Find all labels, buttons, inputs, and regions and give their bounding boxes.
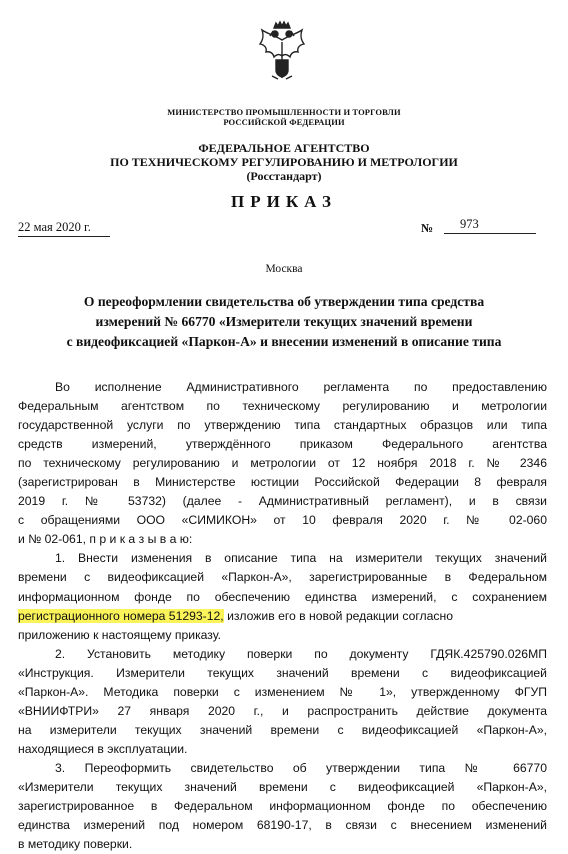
body-line: зарегистрированное в Федеральном информационном фонде по обеспечению	[18, 799, 547, 814]
body-line: 2019 г. № 53732) (далее - Административный регламент), и в связи	[18, 494, 547, 509]
title-line: измерений № 66770 «Измерители текущих значений времени	[95, 314, 473, 329]
body-line: «ВНИИФТРИ» 27 января 2020 г., и распространить действие документа	[18, 703, 547, 718]
order-date: 22 мая 2020 г.	[18, 220, 110, 237]
body-line: приложению к настоящему приказу.	[18, 627, 222, 642]
number-sign: №	[421, 221, 434, 235]
body-line: (зарегистрирован в Министерстве юстиции Российской Федерации 8 февраля	[18, 475, 547, 490]
ministry-line: РОССИЙСКОЙ ФЕДЕРАЦИИ	[223, 117, 345, 127]
body-line: 3. Переоформить свидетельство об утверждении типа № 66770	[55, 760, 547, 775]
body-line: по техническому регулированию и метрологии от 12 ноября 2018 г. № 2346	[18, 456, 547, 471]
body-line: «Измерители текущих значений времени с видеофиксацией «Паркон-А»,	[18, 779, 547, 794]
body-line: времени с видеофиксацией «Паркон-А», зарегистрированные в Федеральном	[18, 570, 547, 585]
ministry-line: МИНИСТЕРСТВО ПРОМЫШЛЕННОСТИ И ТОРГОВЛИ	[167, 107, 401, 117]
body-line: средств измерений, утверждённого приказом Федерального агентства	[18, 437, 547, 452]
body-line	[0, 607, 547, 626]
ministry-name	[0, 107, 568, 127]
order-body	[0, 378, 568, 854]
coat-of-arms-icon	[250, 20, 314, 82]
agency-line: ФЕДЕРАЛЬНОЕ АГЕНТСТВО	[198, 141, 370, 155]
body-line: с обращениями ООО «СИМИКОН» от 10 февраля 2020 г. № 02-060	[18, 513, 547, 528]
title-line: О переоформлении свидетельства об утверждении типа средства	[83, 294, 485, 309]
body-line: «Паркон-А». Методика поверки с изменением № 1», утвержденному ФГУП	[18, 684, 547, 699]
body-line: 2. Установить методику поверки по документу ГДЯК.425790.026МП	[55, 646, 547, 661]
highlighted-registration-number: регистрационного номера 51293-12,	[18, 608, 224, 623]
agency-name	[0, 141, 568, 183]
title-line: с видеофиксацией «Паркон-А» и внесении изменений в описание типа	[66, 334, 502, 349]
order-number: 973	[444, 217, 536, 234]
agency-short-name: (Росстандарт)	[246, 169, 322, 183]
body-line: Во исполнение Административного регламента по предоставлению	[55, 380, 547, 394]
document-type-heading: ПРИКАЗ	[231, 192, 337, 211]
body-line: находящиеся в эксплуатации.	[18, 741, 188, 756]
body-line: 1. Внести изменения в описание типа на измерители текущих значений	[55, 551, 547, 566]
agency-line: ПО ТЕХНИЧЕСКОМУ РЕГУЛИРОВАНИЮ И МЕТРОЛОГИИ	[110, 155, 458, 169]
body-line: в методику поверки.	[18, 837, 133, 852]
body-line: информационном фонде по обеспечению единства измерений, с сохранением	[18, 589, 547, 604]
body-line: государственной услуги по утверждению типа стандартных образцов или типа	[18, 418, 547, 433]
body-line-tail: изложив его в новой редакции согласно	[227, 608, 454, 623]
order-title	[20, 292, 548, 352]
body-line: «Инструкция. Измерители текущих значений времени с видеофиксацией	[18, 665, 547, 680]
city: Москва	[265, 263, 303, 275]
body-line: Федеральным агентством по техническому регулированию и метрологии	[18, 399, 547, 414]
body-line: на измерители текущих значений времени с видеофиксацией «Паркон-А»,	[18, 722, 547, 737]
body-line: единства измерений под номером 68190-17, в связи с внесением изменений	[18, 818, 547, 833]
body-line: и № 02-061, п р и к а з ы в а ю:	[18, 532, 193, 547]
